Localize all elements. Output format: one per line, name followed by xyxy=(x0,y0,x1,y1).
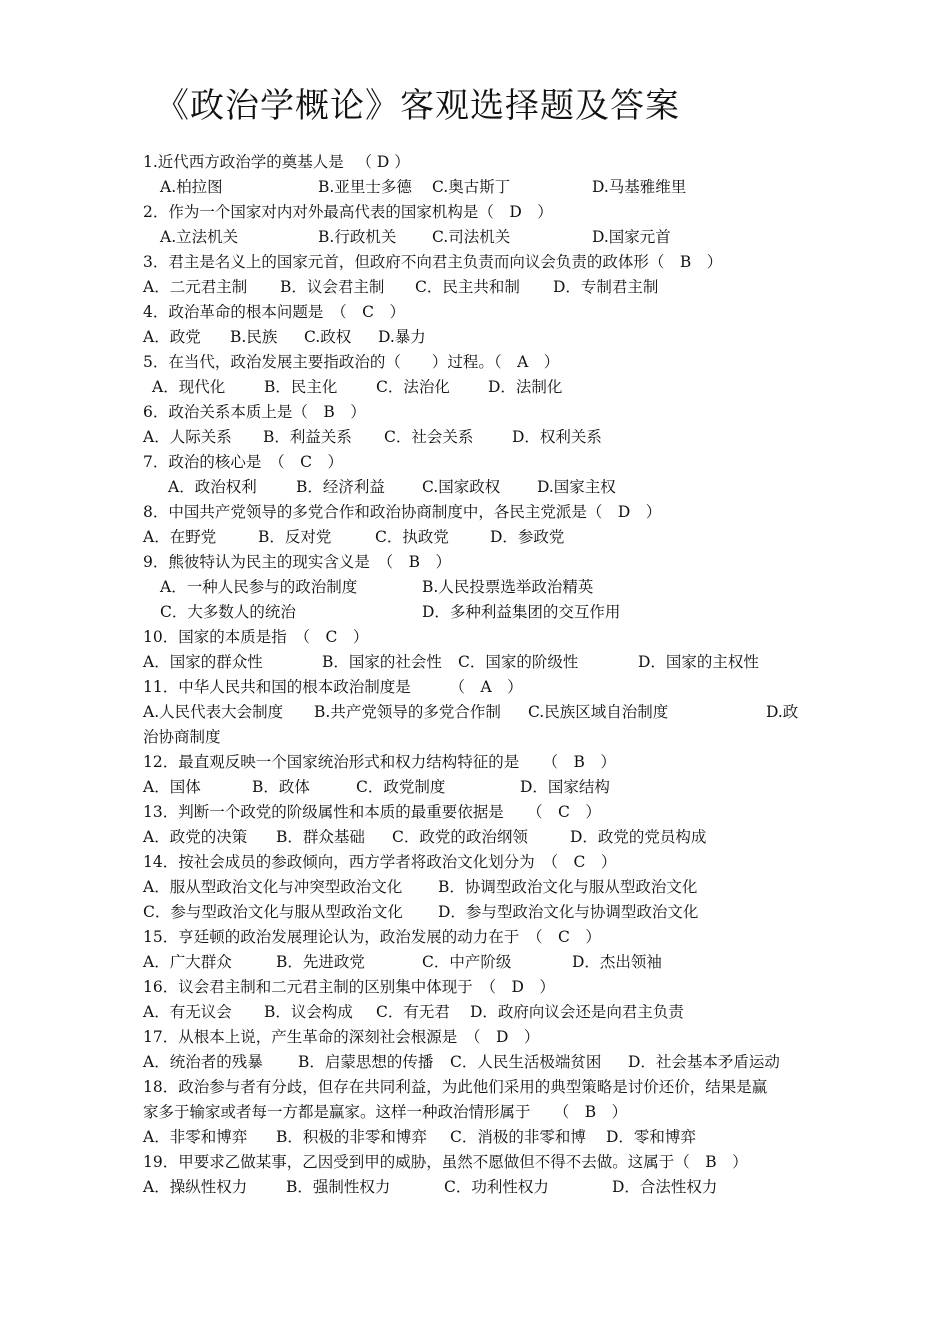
q18-continuation: 家多于输家或者每一方都是赢家。这样一种政治情形属于 （ B ） xyxy=(143,1103,628,1121)
q3-option-a: A．二元君主制 xyxy=(143,278,248,296)
question-19: 19．甲要求乙做某事，乙因受到甲的威胁，虽然不愿做但不得不去做。这属于（ B ） xyxy=(143,1153,748,1171)
question-9: 9．熊彼特认为民主的现实含义是 （ B ） xyxy=(143,553,452,571)
q13-option-c: C．政党的政治纲领 xyxy=(392,828,528,846)
q15-option-a: A．广大群众 xyxy=(143,953,232,971)
question-14: 14．按社会成员的参政倾向，西方学者将政治文化划分为 （ C ） xyxy=(143,853,617,871)
question-13: 13．判断一个政党的阶级属性和本质的最重要依据是 （ C ） xyxy=(143,803,601,821)
q19-option-d: D．合法性权力 xyxy=(612,1178,718,1196)
question-12: 12．最直观反映一个国家统治形式和权力结构特征的是 （ B ） xyxy=(143,753,616,771)
question-5: 5．在当代，政治发展主要指政治的（ ）过程。（ A ） xyxy=(143,353,560,371)
question-17: 17．从根本上说，产生革命的深刻社会根源是 （ D ） xyxy=(143,1028,540,1046)
q5-option-a: A．现代化 xyxy=(152,378,226,396)
question-6: 6．政治关系本质上是（ B ） xyxy=(143,403,366,421)
q19-option-a: A．操纵性权力 xyxy=(143,1178,248,1196)
q4-option-a: A．政党 xyxy=(143,328,201,346)
q6-option-c: C．社会关系 xyxy=(384,428,474,446)
q7-option-a: A．政治权利 xyxy=(168,478,257,496)
q15-option-d: D．杰出领袖 xyxy=(572,953,662,971)
q14-option-c: C．参与型政治文化与服从型政治文化 xyxy=(143,903,403,921)
q4-option-d: D.暴力 xyxy=(378,328,426,346)
q11-option-a: A.人民代表大会制度 xyxy=(143,703,284,721)
q15-option-c: C．中产阶级 xyxy=(422,953,512,971)
q19-option-b: B．强制性权力 xyxy=(286,1178,391,1196)
question-1: 1.近代西方政治学的奠基人是 （ D ） xyxy=(143,153,410,171)
q14-option-b: B．协调型政治文化与服从型政治文化 xyxy=(438,878,698,896)
q9-option-b: B.人民投票选举政治精英 xyxy=(422,578,594,596)
document-title: 《政治学概论》客观选择题及答案 xyxy=(155,86,680,126)
question-3: 3．君主是名义上的国家元首，但政府不向君主负责而向议会负责的政体形（ B ） xyxy=(143,253,723,271)
q13-option-d: D．政党的党员构成 xyxy=(570,828,707,846)
q5-option-c: C．法治化 xyxy=(376,378,450,396)
question-10: 10．国家的本质是指 （ C ） xyxy=(143,628,369,646)
q4-option-b: B.民族 xyxy=(230,328,278,346)
q18-option-b: B．积极的非零和博弈 xyxy=(276,1128,427,1146)
q2-option-d: D.国家元首 xyxy=(592,228,671,246)
q5-option-d: D．法制化 xyxy=(488,378,563,396)
q1-option-c: C.奥古斯丁 xyxy=(432,178,511,196)
q14-option-a: A．服从型政治文化与冲突型政治文化 xyxy=(143,878,403,896)
q4-option-c: C.政权 xyxy=(304,328,352,346)
q6-option-b: B．利益关系 xyxy=(263,428,352,446)
q12-option-b: B．政体 xyxy=(252,778,310,796)
q10-option-d: D．国家的主权性 xyxy=(638,653,759,671)
q8-option-a: A．在野党 xyxy=(143,528,217,546)
question-8: 8．中国共产党领导的多党合作和政治协商制度中，各民主党派是（ D ） xyxy=(143,503,662,521)
q12-option-a: A．国体 xyxy=(143,778,201,796)
q2-option-a: A.立法机关 xyxy=(160,228,239,246)
question-4: 4．政治革命的根本问题是 （ C ） xyxy=(143,303,405,321)
q18-option-d: D．零和博弈 xyxy=(606,1128,696,1146)
q11-option-b: B.共产党领导的多党合作制 xyxy=(314,703,501,721)
q3-option-c: C．民主共和制 xyxy=(415,278,520,296)
q12-option-c: C．政党制度 xyxy=(356,778,446,796)
q7-option-c: C.国家政权 xyxy=(422,478,501,496)
q14-option-d: D．参与型政治文化与协调型政治文化 xyxy=(438,903,699,921)
q12-option-d: D．国家结构 xyxy=(520,778,610,796)
q17-option-d: D．社会基本矛盾运动 xyxy=(628,1053,780,1071)
q3-option-d: D．专制君主制 xyxy=(553,278,659,296)
question-18: 18．政治参与者有分歧，但存在共同利益，为此他们采用的典型策略是讨价还价，结果是赢 xyxy=(143,1078,768,1096)
q9-option-d: D．多种利益集团的交互作用 xyxy=(422,603,621,621)
question-11: 11．中华人民共和国的根本政治制度是 （ A ） xyxy=(143,678,523,696)
q16-option-d: D．政府向议会还是向君主负责 xyxy=(470,1003,684,1021)
q16-option-c: C．有无君 xyxy=(376,1003,450,1021)
q7-option-b: B．经济利益 xyxy=(296,478,385,496)
q10-option-a: A．国家的群众性 xyxy=(143,653,263,671)
q11-option-c: C.民族区域自治制度 xyxy=(528,703,669,721)
question-2: 2．作为一个国家对内对外最高代表的国家机构是（ D ） xyxy=(143,203,553,221)
q3-option-b: B．议会君主制 xyxy=(280,278,385,296)
q16-option-b: B．议会构成 xyxy=(264,1003,353,1021)
q13-option-a: A．政党的决策 xyxy=(143,828,248,846)
q8-option-c: C．执政党 xyxy=(375,528,449,546)
q11-option-d: D.政 xyxy=(766,703,799,721)
question-16: 16．议会君主制和二元君主制的区别集中体现于 （ D ） xyxy=(143,978,555,996)
q15-option-b: B．先进政党 xyxy=(276,953,365,971)
q16-option-a: A．有无议会 xyxy=(143,1003,232,1021)
question-7: 7．政治的核心是 （ C ） xyxy=(143,453,343,471)
q1-option-a: A.柏拉图 xyxy=(160,178,223,196)
q18-option-a: A．非零和博弈 xyxy=(143,1128,248,1146)
q11-continuation: 治协商制度 xyxy=(143,728,221,746)
q19-option-c: C．功利性权力 xyxy=(444,1178,549,1196)
q8-option-b: B．反对党 xyxy=(258,528,332,546)
q1-option-b: B.亚里士多德 xyxy=(318,178,412,196)
q17-option-b: B．启蒙思想的传播 xyxy=(298,1053,434,1071)
q2-option-b: B.行政机关 xyxy=(318,228,397,246)
q10-option-c: C．国家的阶级性 xyxy=(458,653,579,671)
q17-option-c: C．人民生活极端贫困 xyxy=(450,1053,602,1071)
q2-option-c: C.司法机关 xyxy=(432,228,511,246)
q9-option-c: C．大多数人的统治 xyxy=(160,603,296,621)
q17-option-a: A．统治者的残暴 xyxy=(143,1053,263,1071)
q8-option-d: D．参政党 xyxy=(490,528,565,546)
q13-option-b: B．群众基础 xyxy=(276,828,365,846)
q6-option-a: A．人际关系 xyxy=(143,428,232,446)
q18-option-c: C．消极的非零和博 xyxy=(450,1128,586,1146)
question-15: 15．亨廷顿的政治发展理论认为，政治发展的动力在于 （ C ） xyxy=(143,928,601,946)
q9-option-a: A．一种人民参与的政治制度 xyxy=(160,578,358,596)
q1-option-d: D.马基雅维里 xyxy=(592,178,687,196)
q5-option-b: B．民主化 xyxy=(264,378,338,396)
q10-option-b: B．国家的社会性 xyxy=(322,653,442,671)
q6-option-d: D．权利关系 xyxy=(512,428,602,446)
q7-option-d: D.国家主权 xyxy=(537,478,616,496)
